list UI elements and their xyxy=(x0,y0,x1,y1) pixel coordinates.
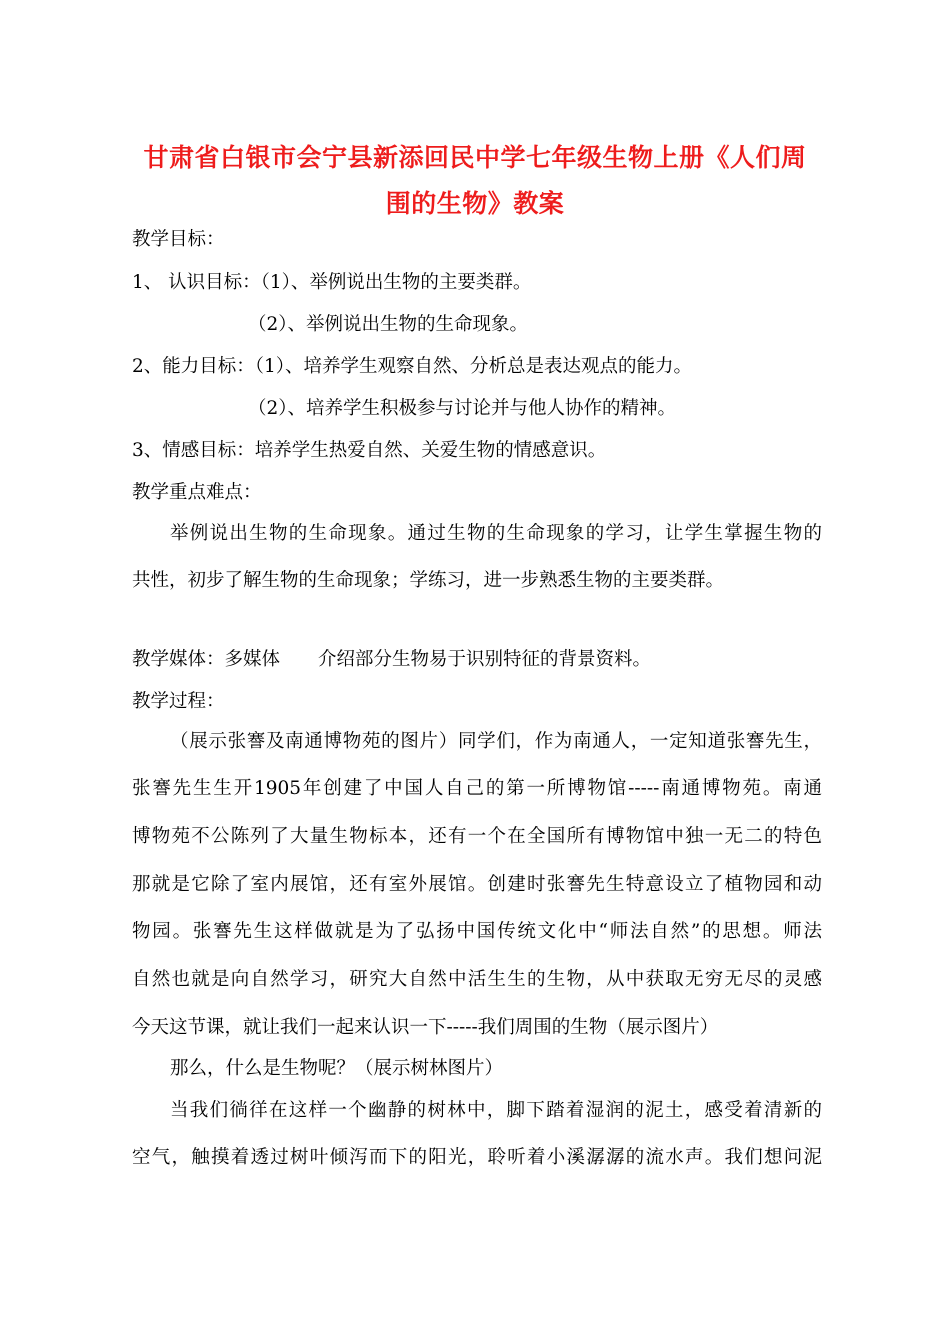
process-line-8: 那么，什么是生物呢？（展示树林图片） xyxy=(170,1058,504,1079)
process-line-5: 物园。张謇先生这样做就是为了弘扬中国传统文化中“师法自然”的思想。师法 xyxy=(132,921,822,942)
goal-cognitive: 1、 认识目标：（1）、举例说出生物的主要类群。 xyxy=(132,272,532,293)
media-line xyxy=(132,648,651,672)
goal-emotion: 3、情感目标：培养学生热爱自然、关爱生物的情感意识。 xyxy=(132,440,607,461)
media-label: 教学媒体：多媒体 xyxy=(132,649,281,670)
media-content: 介绍部分生物易于识别特征的背景资料。 xyxy=(318,649,652,670)
process-line-4: 那就是它除了室内展馆，还有室外展馆。创建时张謇先生特意设立了植物园和动 xyxy=(132,874,822,895)
process-line-10: 空气，触摸着透过树叶倾泻而下的阳光，聆听着小溪潺潺的流水声。我们想问泥 xyxy=(132,1147,822,1168)
goals-heading: 教学目标： xyxy=(132,229,225,250)
keypoints-paragraph-line-1: 举例说出生物的生命现象。通过生物的生命现象的学习，让学生掌握生物的 xyxy=(170,523,822,544)
process-heading: 教学过程： xyxy=(132,691,225,712)
keypoints-heading: 教学重点难点： xyxy=(132,482,262,503)
process-line-7: 今天这节课，就让我们一起来认识一下-----我们周围的生物（展示图片） xyxy=(132,1017,719,1038)
keypoints-paragraph-line-2: 共性，初步了解生物的生命现象；学练习，进一步熟悉生物的主要类群。 xyxy=(132,570,725,591)
goal-ability: 2、能力目标：（1）、培养学生观察自然、分析总是表达观点的能力。 xyxy=(132,356,693,377)
process-line-3: 博物苑不公陈列了大量生物标本，还有一个在全国所有博物馆中独一无二的特色 xyxy=(132,826,822,847)
process-line-1: （展示张謇及南通博物苑的图片）同学们，作为南通人，一定知道张謇先生， xyxy=(170,731,822,752)
process-line-9: 当我们徜徉在这样一个幽静的树林中，脚下踏着湿润的泥土，感受着清新的 xyxy=(170,1100,822,1121)
goal-cognitive-2: （2）、举例说出生物的生命现象。 xyxy=(248,314,529,335)
process-line-6: 自然也就是向自然学习，研究大自然中活生生的生物，从中获取无穷无尽的灵感 xyxy=(132,969,822,990)
process-line-2: 张謇先生生开1905年创建了中国人自己的第一所博物馆-----南通博物苑。南通 xyxy=(132,778,822,799)
document-title-line-2: 围的生物》教案 xyxy=(385,189,565,218)
document-title-line-1: 甘肃省白银市会宁县新添回民中学七年级生物上册《人们周 xyxy=(143,143,807,172)
goal-ability-2: （2）、培养学生积极参与讨论并与他人协作的精神。 xyxy=(248,398,677,419)
